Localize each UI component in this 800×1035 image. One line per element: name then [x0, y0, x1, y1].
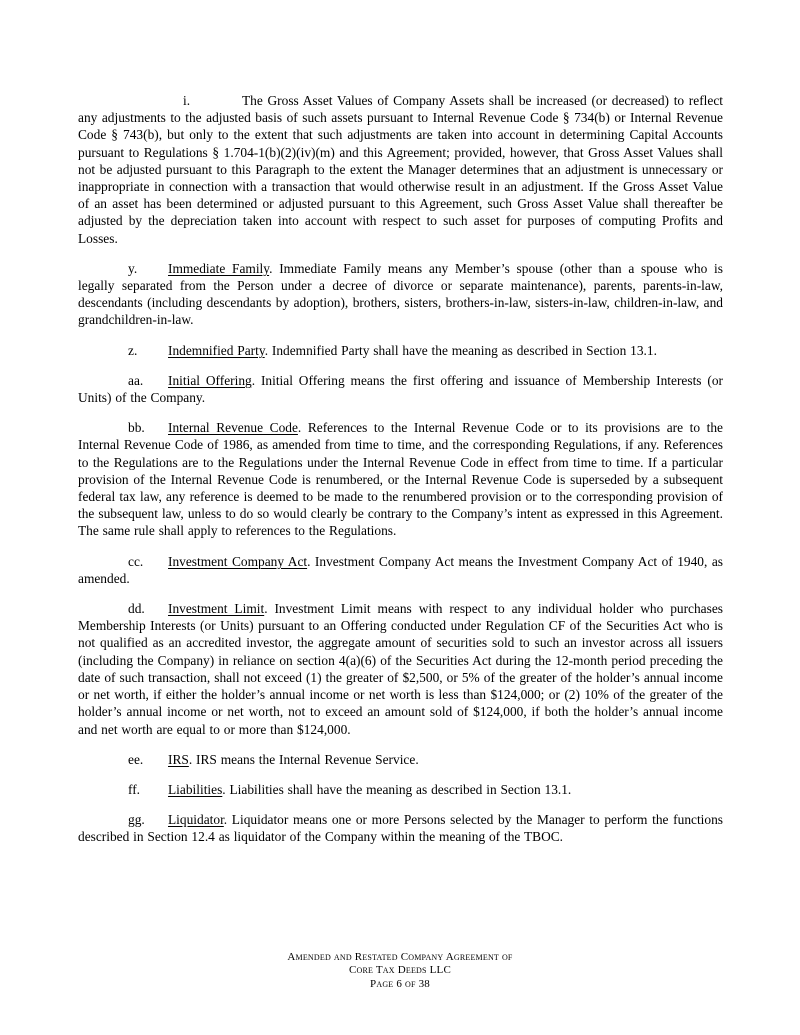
page-footer: [0, 951, 800, 991]
defined-term: IRS: [168, 751, 189, 767]
paragraph-text: . Initial Offering means the first offering and issuance of Membership Interests (or Units) of the Company.: [78, 372, 723, 406]
defined-term: Indemnified Party: [168, 342, 265, 358]
definition-liabilities: [78, 781, 723, 798]
defined-term: Investment Company Act: [168, 553, 308, 569]
definition-initial-offering: [78, 372, 723, 406]
footer-agreement-title: Amended and Restated Company Agreement of: [287, 951, 513, 963]
definition-investment-limit: [78, 600, 723, 738]
paragraph-text: . IRS means the Internal Revenue Service.: [188, 751, 419, 767]
paragraph-label: bb.: [128, 420, 145, 436]
defined-term: Initial Offering: [168, 372, 252, 388]
footer-page-number: Page 6 of 38: [370, 977, 430, 990]
defined-term: Liquidator: [168, 812, 224, 828]
defined-term: Investment Limit: [168, 601, 265, 617]
paragraph-text: . References to the Internal Revenue Code or to its provisions are to the Internal Revenue Code of 1986, as amended from time to time, and the corresponding Regulations, if any. References to the Regulations are to the Regulations under the Internal Revenue Code in effect from time to time. If a particular provision of the Internal Revenue Code is renumbered, or the Internal Revenue Code is superseded by a subsequent federal tax law, any reference is deemed to be made to the renumbered provision or to the corresponding provision of the subsequent law, unless to do so would clearly be contrary to the Company’s intent as expressed in this Agreement. The same rule shall apply to references to the Regulations.: [78, 420, 723, 539]
paragraph-label: y.: [128, 260, 138, 276]
paragraph-label: cc.: [128, 553, 144, 569]
paragraph-label: dd.: [128, 601, 145, 617]
defined-term: Liabilities: [168, 781, 223, 797]
paragraph-label: gg.: [128, 812, 145, 828]
paragraph-text: . Investment Limit means with respect to any individual holder who purchases Membership Interests (or Units) pursuant to an Offering conducted under Regulation CF of the Securities Act who is not qualified as an accredited investor, the aggregate amount of securities sold to such an investor across all issuers (including the Company) in reliance on section 4(a)(6) of the Securities Act during the 12-month period preceding the date of such transaction, shall not exceed (1) the greater of $2,500, or 5% of the greater of the holder’s annual income or net worth, if either the holder’s annual income or net worth is less than $124,000; or (2) 10% of the greater of the holder’s annual income or net worth, not to exceed an amount sold of $124,000, if both the holder’s annual income and net worth are equal to or more than $124,000.: [78, 601, 723, 737]
paragraph-label: aa.: [128, 372, 144, 388]
paragraph-label: z.: [128, 342, 138, 358]
paragraph-label: ee.: [128, 751, 144, 767]
definition-investment-company-act: [78, 553, 723, 587]
paragraph-text: . Liquidator means one or more Persons selected by the Manager to perform the functions described in Section 12.4 as liquidator of the Company within the meaning of the TBOC.: [78, 812, 723, 845]
definition-internal-revenue-code: [78, 419, 723, 539]
paragraph-text: . Investment Company Act means the Investment Company Act of 1940, as amended.: [78, 553, 723, 586]
definition-irs: [78, 751, 723, 768]
paragraph-text: The Gross Asset Values of Company Assets shall be increased (or decreased) to reflect any adjustments to the adjusted basis of such assets pursuant to Internal Revenue Code § 734(b) or Internal Revenue Code § 743(b), but only to the extent that such adjustments are taken into account in determining Capital Accounts pursuant to Regulations § 1.704-1(b)(2)(iv)(m) and this Agreement; provided, however, that Gross Asset Values shall not be adjusted pursuant to this Paragraph to the extent the Manager determines that an adjustment is unnecessary or inappropriate in connection with a transaction that would otherwise result in an adjustment. If the Gross Asset Value of an asset has been determined or adjusted pursuant to this Agreement, such Gross Asset Value shall thereafter be adjusted by the depreciation taken into account with respect to such asset for purposes of computing Profits and Losses.: [78, 93, 723, 246]
paragraph-text: . Immediate Family means any Member’s spouse (other than a spouse who is legally separated from the Person under a decree of divorce or separate maintenance), parents, parents-in-law, descendants (including descendants by adoption), brothers, sisters, brothers-in-law, sisters-in-law, children-in-law, and grandchildren-in-law.: [78, 260, 723, 328]
paragraph-i: [78, 92, 723, 247]
defined-term: Immediate Family: [168, 260, 270, 276]
definition-indemnified-party: [78, 342, 723, 359]
paragraph-text: . Liabilities shall have the meaning as described in Section 13.1.: [222, 781, 572, 797]
paragraph-label: ff.: [128, 781, 141, 797]
paragraph-label: i.: [183, 93, 191, 108]
document-body: [78, 92, 723, 859]
definition-immediate-family: [78, 260, 723, 329]
footer-company-name: Core Tax Deeds LLC: [349, 964, 451, 977]
defined-term: Internal Revenue Code: [168, 420, 298, 436]
definition-liquidator: [78, 811, 723, 845]
paragraph-text: . Indemnified Party shall have the meaning as described in Section 13.1.: [264, 342, 657, 358]
